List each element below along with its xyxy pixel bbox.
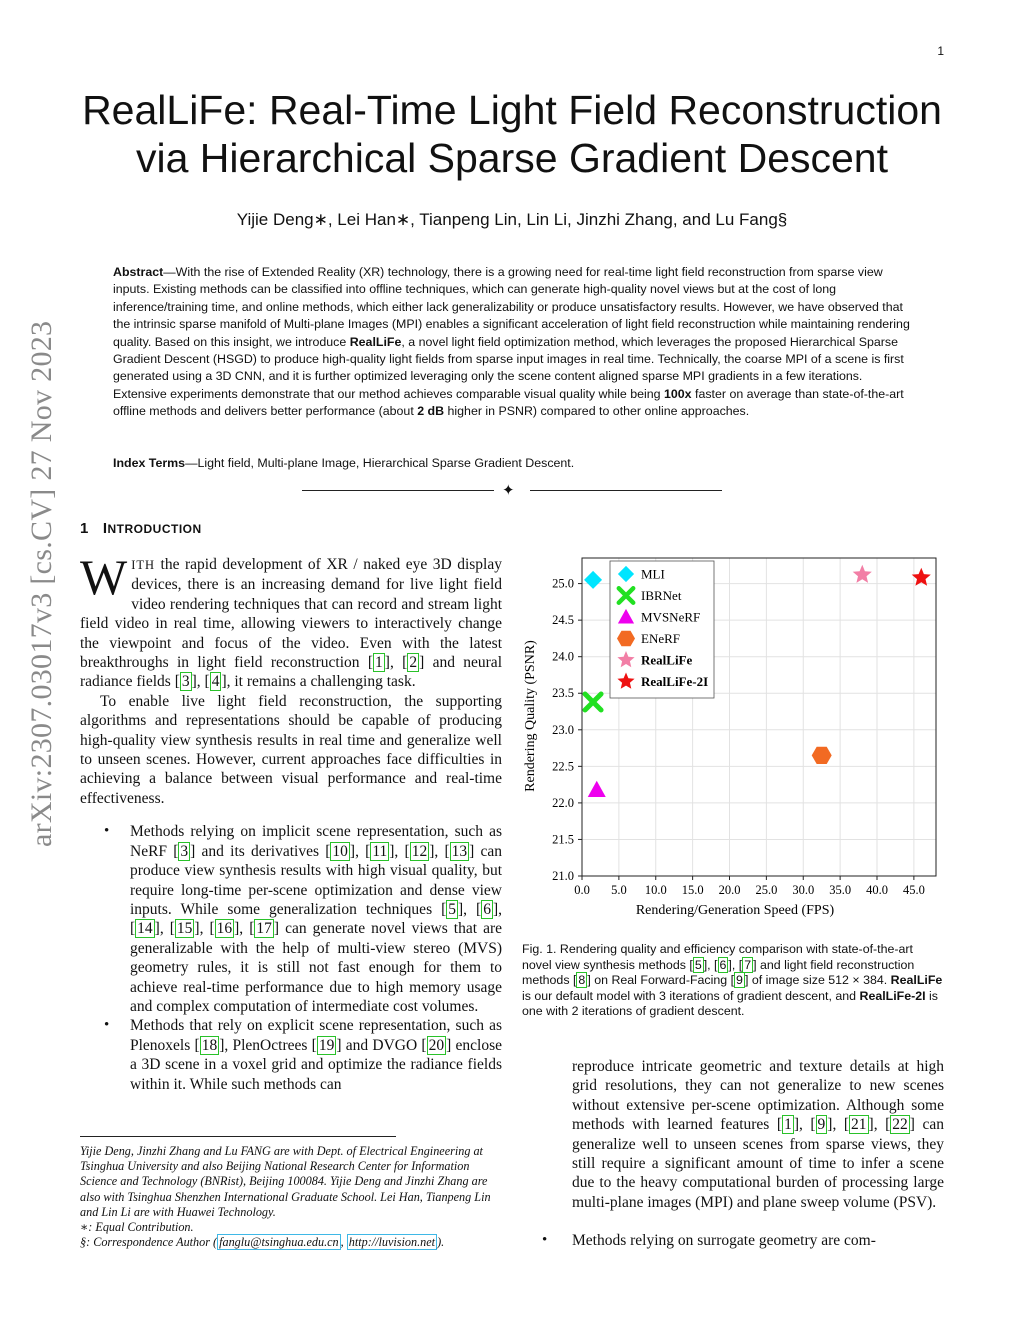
citation-link[interactable]: 9 [736,973,743,988]
citation-link[interactable]: 5 [448,900,457,918]
citation-link[interactable]: 9 [817,1116,826,1134]
left-column-body [80,549,503,1094]
caption-text: and light field reconstruction methods [522,957,915,988]
citation-link[interactable]: 19 [318,1036,335,1054]
x-tick-label: 30.0 [792,883,815,897]
abstract-text-2: , a novel light field optimization method, which leverages the proposed Hierarchical Sparse Gradient Descent (HSGD) to produce high-quality light fields from sparse input images in real time. Technically, the coarse MPI of a scene is first generated using a 3D CNN, and it is further optimized leveraging only the scene content aligned sparse MPI gradients in a few iterations. Extensive experiments demonstrate that our method achieves comparable visual quality while being [113,334,904,401]
divider-ornament-icon: ✦ [502,483,515,499]
email-link[interactable]: fanglu@tsinghua.edu.cn [219,1235,339,1250]
section-number: 1 [80,520,89,537]
bullet-text: Methods relying on implicit scene representation, such as NeRF [130,823,502,860]
data-point-ibrnet [585,694,601,710]
citation-link[interactable]: 8 [578,973,586,988]
data-point-mli [584,571,602,589]
intro-paragraph-2: To enable live light field reconstruction, the supporting algorithms and representations should be capable of producing high-quality view synthesis results in real time and generalize well to unseen scenes. However, current approaches face difficulties in achieving a balance between visual performance and real-time effectiveness. [80,692,502,807]
footnote-equal-contribution: ∗: Equal Contribution. [80,1220,194,1235]
legend-label: MVSNeRF [641,609,701,625]
index-terms-label: Index Terms [113,456,186,470]
caption-text: on Real Forward-Facing [590,973,731,988]
footnote-text: ). [437,1235,445,1250]
legend-label: ENeRF [641,631,680,646]
citation-link[interactable]: 4 [211,673,220,691]
citation-link[interactable]: 7 [744,957,752,972]
abstract-text-4: higher in PSNR) compared to other online approaches. [444,404,750,419]
citation-link[interactable]: 18 [201,1036,218,1054]
methods-bullet-list [80,822,502,1094]
section-heading [80,520,202,537]
abstract-bold-1: RealLiFe [349,334,402,349]
x-tick-label: 35.0 [829,883,852,897]
intro-paragraph-1: WITH the rapid development of XR / naked eye 3D display devices, there is an increasing demand for live light field video rendering techniques that can record and stream light field video in real time, allowing viewers to interactively change the viewpoint and focus of the video. Even with the latest breakthroughs in light field reconstruction [ 1 ], [ 2 ] and neural radiance fields [ 3 ], [ 4 ], it remains a challenging task. [80,549,502,691]
data-point-mvsnerf [588,781,606,797]
x-tick-label: 15.0 [681,883,704,897]
intro-text: the rapid development of XR / naked eye 3D display devices, there is an increasing demand for live light field video rendering techniques that can record and stream light field video in real time, allowing viewers to interactively change the viewpoint and focus of the video. Even with the latest breakthroughs in light field reconstruction [80,556,502,672]
citation-link[interactable]: 5 [694,957,702,972]
y-tick-labels [552,577,582,883]
x-tick-label: 45.0 [902,883,925,897]
section-title-initial: I [102,520,108,537]
citation-link[interactable]: 11 [372,842,388,860]
citation-link[interactable]: 3 [180,842,189,860]
citation-link[interactable]: 1 [375,654,383,672]
y-tick-label: 22.0 [552,795,574,810]
abstract-bold-3: 2 dB [417,404,445,419]
figure-1-caption: Fig. 1. Rendering quality and efficiency comparison with state-of-the-art novel view synthesis methods [ 5 ], [ 6 ], [ 7 ] and light field reconstruction methods [ 8 ] on Real Forward-Facing [ 9 ] of image size 512 × 384. RealLiFe is our default model with 3 iterations of gradient descent, and RealLiFe-2I is one with 2 iterations of gradient descent. [522,942,943,1019]
arxiv-sidebar-id: arXiv:2307.03017v3 [cs.CV] 27 Nov 2023 [25,320,58,847]
right-text: reproduce intricate geometric and texture details at high grid resolutions, they can not generalize to new scenes without extensive per-scene optimization. Although some methods with learned features [572,1058,944,1134]
citation-link[interactable]: 22 [892,1116,908,1134]
y-tick-label: 21.5 [552,832,574,847]
data-point-reallife-2i [912,568,931,586]
index-terms [113,456,574,470]
right-column-body [572,1057,944,1212]
footnote-rule [80,1136,396,1137]
x-tick-label: 5.0 [611,883,627,897]
x-tick-label: 25.0 [755,883,778,897]
data-point-enerf [812,747,832,764]
title-line-2: via Hierarchical Sparse Gradient Descent [136,135,888,181]
legend-label: RealLiFe [641,652,693,668]
caption-text: of image size 512 × 384. [748,973,891,988]
footnote-affiliations: Yijie Deng, Jinzhi Zhang and Lu FANG are with Dept. of Electrical Engineering at Tsinghua University and also Beijing National Research Center for Information Science and Technology (BNRist), Beijing 100084. Yijie Deng and Jinzhi Zhang are also with Tsinghua Shenzhen International Graduate School. Lei Han, Tianpeng Lin and Lin Li are with Huawei Technology. [80,1144,491,1219]
citation-link[interactable]: 14 [137,920,153,938]
caption-text: Fig. 1. Rendering quality and efficiency comparison with state-of-the-art novel view synthesis methods [522,942,913,972]
y-tick-label: 21.0 [552,869,574,883]
y-axis-label: Rendering Quality (PSNR) [523,640,538,792]
citation-link[interactable]: 3 [181,673,190,691]
x-tick-label: 0.0 [574,883,590,897]
list-item: • Methods that rely on explicit scene representation, such as Plenoxels [ 18 ], PlenOctrees [ 19 ] and DVGO [ 20 ] enclose a 3D scene in a voxel grid and optimize the radiance fields within it. While such methods can [130,1016,502,1094]
x-tick-label: 40.0 [866,883,888,897]
page-number: 1 [937,44,944,58]
abstract-bold-2: 100x [664,386,692,401]
bullet-text: and DVGO [341,1036,422,1054]
intro-smallcaps: ITH [131,558,156,572]
y-tick-label: 24.0 [552,649,574,664]
caption-bold: RealLiFe [890,973,943,988]
paper-title [60,86,964,182]
abstract [113,264,911,421]
x-axis-label: Rendering/Generation Speed (FPS) [635,903,835,918]
x-tick-label: 20.0 [718,883,741,897]
right-bullet-text: Methods relying on surrogate geometry are com- [572,1232,876,1249]
citation-link[interactable]: 12 [411,842,428,860]
bullet-text: Methods that rely on explicit scene representation, such as Plenoxels [130,1017,502,1054]
footnotes [80,1144,504,1250]
citation-link[interactable]: 16 [216,920,233,938]
author-list: Yijie Deng∗, Lei Han∗, Tianpeng Lin, Lin Li, Jinzhi Zhang, and Lu Fang§ [236,210,788,229]
bullet-text: , PlenOctrees [224,1036,312,1054]
right-text: can generalize well to unseen scenes from sparse views, they still require a significant amount of time to infer a scene due to the heavy computational burden of processing large multi-plane images (MPI) and plane sweep volume (PSV). [572,1116,944,1211]
y-tick-label: 24.5 [552,613,574,628]
drop-cap: W [80,549,128,605]
caption-bold: RealLiFe-2I [859,988,926,1003]
caption-text: is our default model with 3 iterations of gradient descent, and [522,988,860,1003]
bullet-icon: • [542,1232,548,1248]
citation-link[interactable]: 1 [784,1116,792,1134]
abstract-text-3: faster on average than state-of-the-art offline methods and delivers better performance (about [113,386,904,419]
footnote-text: §: Correspondence Author ( [80,1235,218,1250]
y-tick-label: 23.0 [552,722,574,737]
y-tick-label: 22.5 [552,759,574,774]
citation-link[interactable]: 13 [451,842,468,860]
citation-link[interactable]: 2 [409,654,418,672]
legend-label: MLI [641,566,665,582]
abstract-text-1: —With the rise of Extended Reality (XR) technology, there is a growing need for real-time light field reconstruction from sparse view inputs. Existing methods can be classified into offline techniques, which can generate high-quality novel views but at the cost of long inference/training time, and online methods, which either lack generalizability or produce unsatisfactory results. However, we have observed that the intrinsic sparse manifold of Multi-plane Images (MPI) enables a significant acceleration of light field reconstruction while maintaining rendering quality. Based on this insight, we introduce [113,265,910,349]
x-tick-label: 10.0 [644,883,667,897]
abstract-label: Abstract [113,265,164,279]
citation-link[interactable]: 20 [428,1036,445,1054]
caption-text: is one with 2 iterations of gradient descent. [522,988,939,1019]
citation-link[interactable]: 10 [332,842,348,860]
title-line-1: RealLiFe: Real-Time Light Field Reconstruction [82,87,942,133]
bullet-text: and its derivatives [195,842,326,860]
y-tick-label: 23.5 [552,686,574,701]
section-title-rest: NTRODUCTION [107,522,202,536]
index-terms-text: —Light field, Multi-plane Image, Hierarchical Sparse Gradient Descent. [185,456,575,470]
citation-link[interactable]: 15 [176,920,193,938]
intro-text: , it remains a challenging task. [226,673,416,691]
citation-link[interactable]: 21 [851,1116,867,1134]
bullet-text: can generate novel views that are generalizable with the help of multi-view stereo (MVS) geometry rules, it is still not fast enough for them to achieve real-time performance due to high memory usage and complex computation of intermediate cost volumes. [130,920,502,1015]
figure-1-scatter-chart [516,548,946,928]
x-tick-labels [574,876,925,897]
citation-link[interactable]: 17 [256,920,272,938]
legend-label: RealLiFe-2I [641,674,709,689]
section-divider [302,482,722,500]
legend-label: IBRNet [641,588,682,603]
citation-link[interactable]: 6 [719,957,727,972]
intro-text: and neural radiance fields [80,654,502,691]
citation-link[interactable]: 6 [483,900,491,918]
footnote-text: , [340,1235,347,1250]
bullet-text: enclose a 3D scene in a voxel grid and optimize the radiance fields within it. While such methods can [130,1036,502,1093]
list-item: • Methods relying on implicit scene representation, such as NeRF [ 3 ] and its derivatives [ 10 ], [ 11 ], [ 12 ], [ 13 ] can produce view synthesis results with high visual quality, but require long-time per-scene optimization and dense view inputs. While some generalization techniques [ 5 ], [ 6 ], [ 14 ], [ 15 ], [ 16 ], [ 17 ] can generate novel views that are generalizable with the help of multi-view stereo (MVS) geometry rules, it is still not fast enough for them to achieve real-time performance due to high memory usage and complex computation of intermediate cost volumes. [130,822,502,1016]
data-point-reallife [853,565,872,583]
right-paragraph: reproduce intricate geometric and texture details at high grid resolutions, they can not generalize to new scenes without extensive per-scene optimization. Although some methods with learned features [ 1 ], [ 9 ], [ 21 ], [ 22 ] can generalize well to unseen scenes from sparse views, they still require a significant amount of time to infer a scene due to the heavy computational burden of processing large multi-plane images (MPI) and plane sweep volume (PSV). [572,1058,944,1211]
bullet-text: can produce view synthesis results with high visual quality, but require long-time per-scene optimization and dense view inputs. While some generalization techniques [130,842,503,918]
footnote-correspondence [80,1235,504,1250]
y-tick-label: 25.0 [552,576,574,591]
website-link[interactable]: http://luvision.net [348,1235,436,1250]
